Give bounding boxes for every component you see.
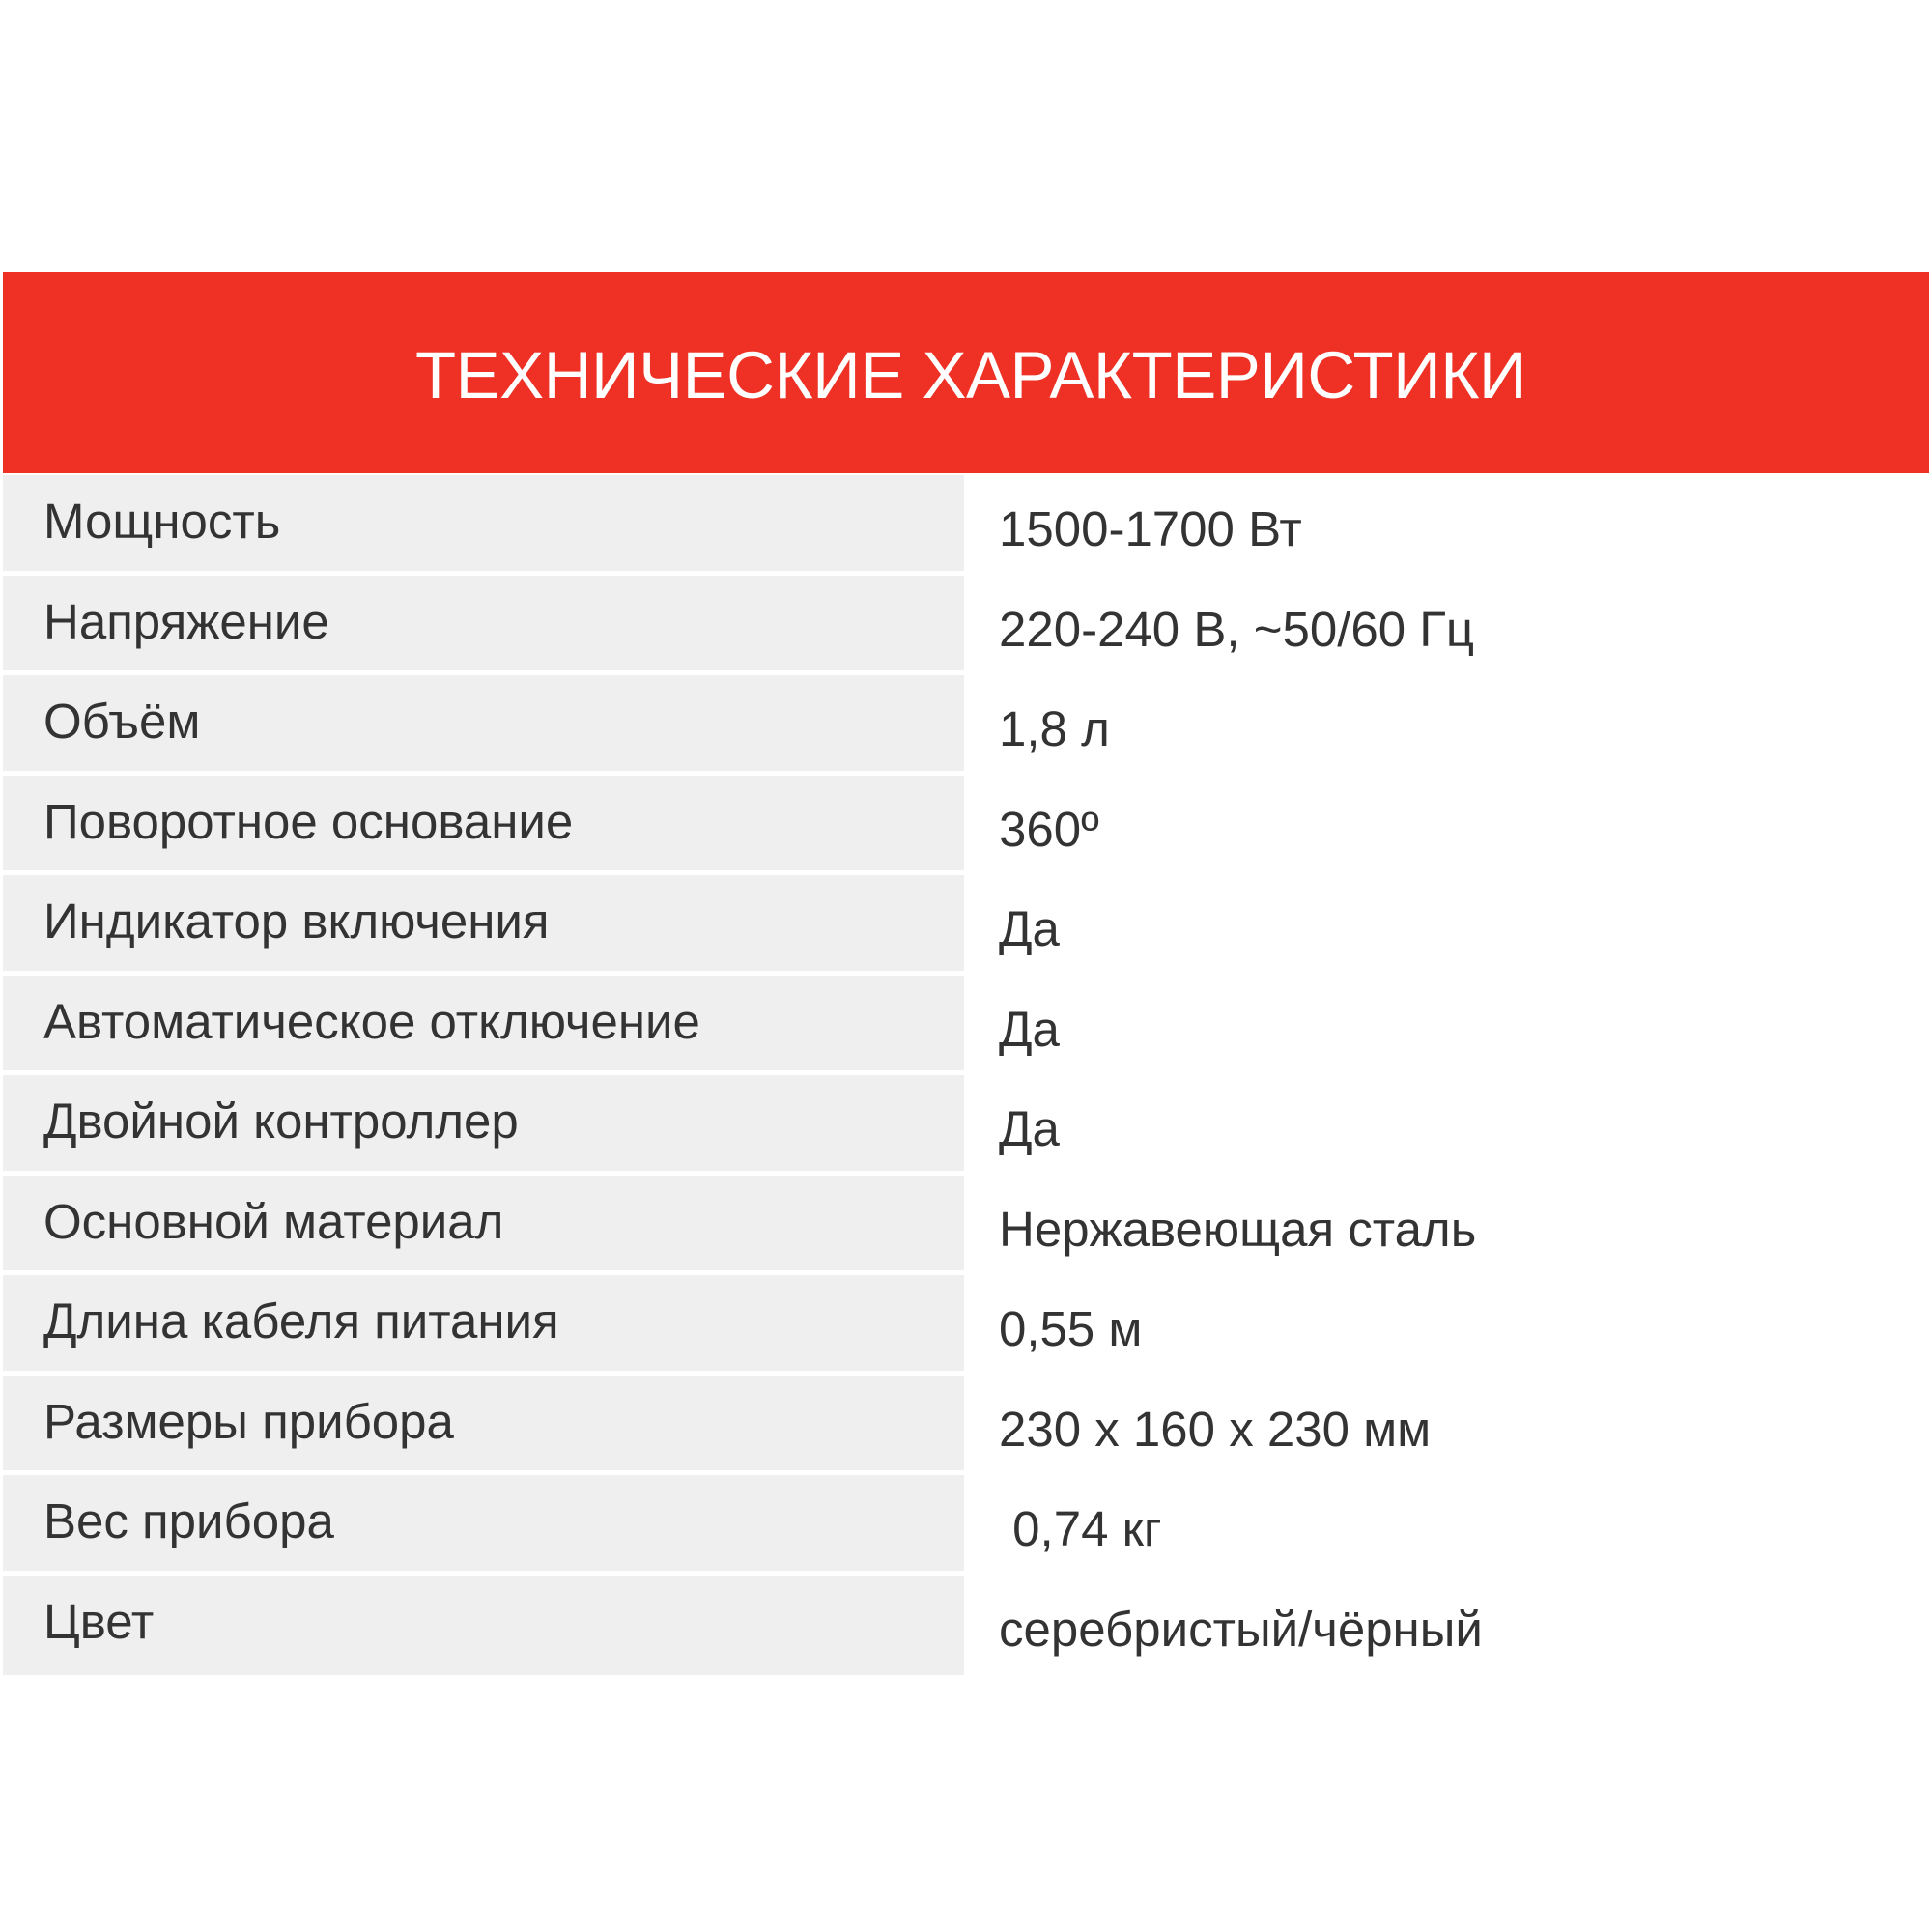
spec-label: Размеры прибора xyxy=(3,1376,964,1476)
spec-label: Автоматическое отключение xyxy=(3,976,964,1076)
spec-label: Длина кабеля питания xyxy=(3,1275,964,1376)
spec-value: Да xyxy=(973,1075,1929,1176)
spec-value: серебристый/чёрный xyxy=(973,1576,1929,1676)
spec-value: 1500-1700 Вт xyxy=(973,475,1929,576)
header-banner xyxy=(3,272,1929,473)
spec-row-cable-length xyxy=(3,1275,1929,1376)
spec-row-power xyxy=(3,475,1929,576)
spec-row-dual-controller xyxy=(3,1075,1929,1176)
spec-value: Да xyxy=(973,875,1929,976)
page-title: ТЕХНИЧЕСКИЕ ХАРАКТЕРИСТИКИ xyxy=(415,337,1526,412)
spec-value: Нержавеющая сталь xyxy=(973,1176,1929,1276)
spec-row-power-indicator xyxy=(3,875,1929,976)
spec-row-auto-shutoff xyxy=(3,976,1929,1076)
spec-label: Объём xyxy=(3,675,964,776)
spec-row-dimensions xyxy=(3,1376,1929,1476)
spec-row-voltage xyxy=(3,576,1929,676)
spec-value: 0,74 кг xyxy=(973,1475,1929,1576)
spec-row-material xyxy=(3,1176,1929,1276)
spec-label: Мощность xyxy=(3,475,964,576)
spec-value: 1,8 л xyxy=(973,675,1929,776)
spec-row-color xyxy=(3,1576,1929,1676)
spec-value: Да xyxy=(973,976,1929,1076)
spec-label: Напряжение xyxy=(3,576,964,676)
spec-label: Вес прибора xyxy=(3,1475,964,1576)
spec-value: 220-240 В, ~50/60 Гц xyxy=(973,576,1929,676)
spec-label: Поворотное основание xyxy=(3,776,964,876)
spec-label: Цвет xyxy=(3,1576,964,1676)
spec-row-rotating-base xyxy=(3,776,1929,876)
spec-row-weight xyxy=(3,1475,1929,1576)
spec-label: Основной материал xyxy=(3,1176,964,1276)
spec-label: Двойной контроллер xyxy=(3,1075,964,1176)
spec-value: 230 х 160 х 230 мм xyxy=(973,1376,1929,1476)
spec-value: 0,55 м xyxy=(973,1275,1929,1376)
spec-row-volume xyxy=(3,675,1929,776)
spec-label: Индикатор включения xyxy=(3,875,964,976)
spec-value: 360º xyxy=(973,776,1929,876)
specs-table xyxy=(3,475,1929,1675)
